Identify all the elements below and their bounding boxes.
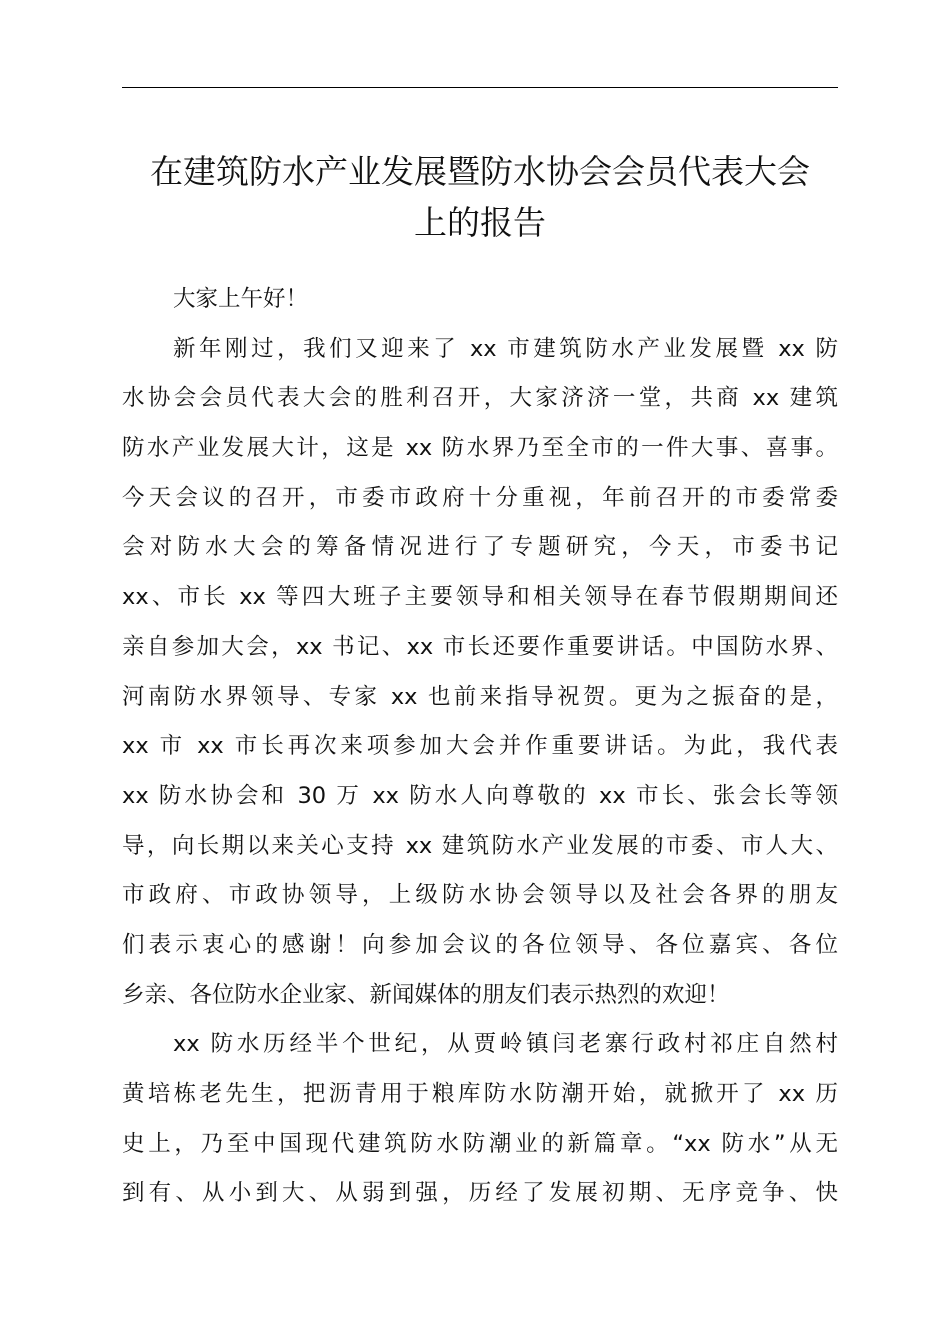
text-line: 史上，乃至中国现代建筑防水防潮业的新篇章。“xx 防水”从无: [122, 1130, 838, 1157]
text-line: 今天会议的召开，市委市政府十分重视，年前召开的市委常委: [122, 484, 838, 511]
text-line: xx、市长 xx 等四大班子主要领导和相关领导在春节假期期间还: [122, 584, 838, 611]
document-body: [122, 275, 838, 1219]
text-line: 到有、从小到大、从弱到强，历经了发展初期、无序竞争、快: [122, 1180, 838, 1207]
text-line: xx 市 xx 市长再次来项参加大会并作重要讲话。为此，我代表: [122, 733, 838, 760]
text-line: 黄培栋老先生，把沥青用于粮库防水防潮开始，就掀开了 xx 历: [122, 1081, 838, 1107]
paragraph-greeting: [122, 275, 838, 325]
title-line-1: 在建筑防水产业发展暨防水协会会员代表大会: [150, 152, 810, 191]
text-line: xx 防水历经半个世纪，从贾岭镇闫老寨行政村祁庄自然村: [173, 1031, 838, 1058]
paragraph-opening: [122, 325, 838, 1021]
text-line: 水协会会员代表大会的胜利召开，大家济济一堂，共商 xx 建筑: [122, 385, 838, 412]
header-rule: [122, 87, 838, 88]
text-line: 大家上午好！: [173, 286, 309, 312]
text-line: 亲自参加大会，xx 书记、xx 市长还要作重要讲话。中国防水界、: [122, 633, 838, 660]
text-line: xx 防水协会和 30 万 xx 防水人向尊敬的 xx 市长、张会长等领: [122, 782, 838, 809]
paragraph-history: [122, 1020, 838, 1219]
title-line-2: 上的报告: [414, 203, 546, 242]
text-line: 导，向长期以来关心支持 xx 建筑防水产业发展的市委、市人大、: [122, 832, 838, 859]
text-line: 市政府、市政协领导，上级防水协会领导以及社会各界的朋友: [122, 882, 838, 909]
document-title: [110, 146, 850, 248]
text-line: 新年刚过，我们又迎来了 xx 市建筑防水产业发展暨 xx 防: [173, 335, 838, 362]
text-line: 会对防水大会的筹备情况进行了专题研究，今天，市委书记: [122, 534, 838, 561]
text-line: 河南防水界领导、专家 xx 也前来指导祝贺。更为之振奋的是，: [122, 683, 838, 710]
text-line: 乡亲、各位防水企业家、新闻媒体的朋友们表示热烈的欢迎！: [122, 981, 730, 1008]
text-line: 们表示衷心的感谢！向参加会议的各位领导、各位嘉宾、各位: [122, 931, 838, 958]
text-line: 防水产业发展大计，这是 xx 防水界乃至全市的一件大事、喜事。: [122, 435, 838, 462]
